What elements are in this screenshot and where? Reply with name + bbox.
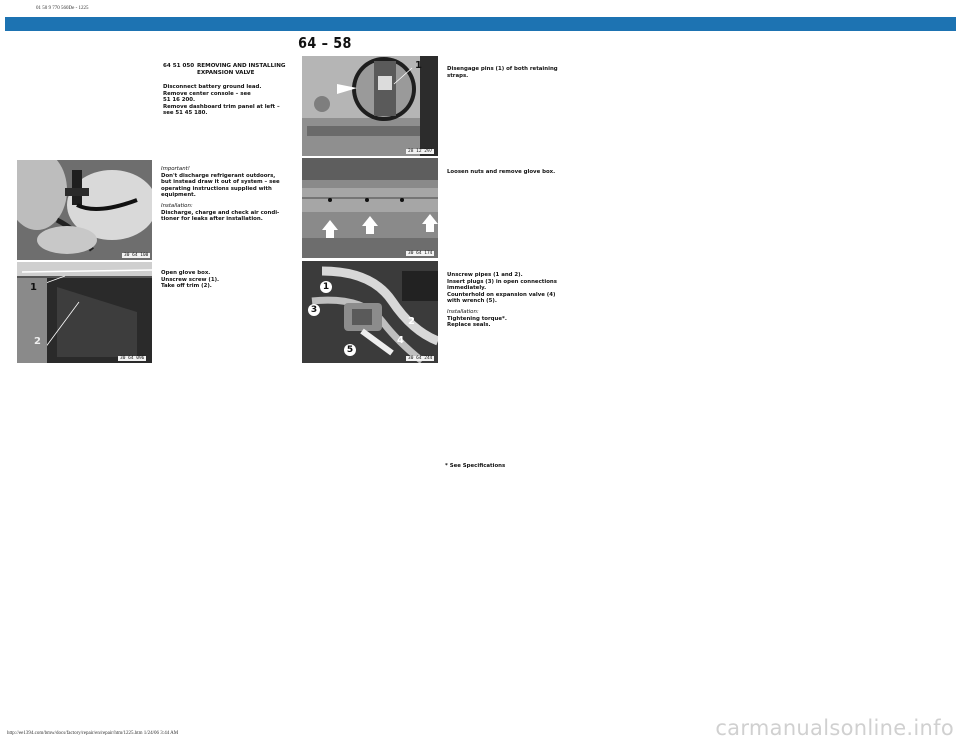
section-title-1: REMOVING AND INSTALLING: [197, 63, 286, 69]
installation-line: Tightening torque*.: [447, 315, 507, 322]
intro-line: see 51 45 180.: [163, 110, 208, 117]
step-line: Unscrew pipes (1 and 2).: [447, 272, 523, 278]
step-line: Loosen nuts and remove glove box.: [447, 169, 556, 175]
step-line: Counterhold on expansion valve (4): [447, 291, 556, 298]
installation-label: Installation:: [447, 308, 479, 315]
intro-line: Remove center console – see: [163, 90, 251, 97]
intro-instructions: [163, 84, 303, 117]
installation-line: Discharge, charge and check air condi-: [161, 209, 280, 216]
figure-number: 30 64 100: [124, 253, 149, 258]
callout-1: 1: [30, 282, 37, 293]
callout-3: 3: [308, 304, 320, 316]
step-line: with wrench (5).: [447, 298, 497, 305]
step-line: Unscrew screw (1).: [161, 276, 220, 283]
callout-1: 1: [415, 60, 422, 71]
footer-url: http://ee1394.com/bmw/docs/factory/repair/en/repair/htm/1225.htm 1/24/06 3:44 AM: [7, 731, 179, 736]
step-line: Disengage pins (1) of both retaining: [447, 66, 558, 72]
intro-line: Remove dashboard trim panel at left –: [163, 103, 280, 110]
step-line: Open glove box.: [161, 270, 211, 276]
callout-5: 5: [344, 344, 356, 356]
callout-1: 1: [320, 281, 332, 293]
section-code: 64 51 050: [163, 63, 195, 69]
step-glovebox-text: [161, 270, 301, 290]
photo-expansion-valve: [302, 261, 438, 363]
photo-glovebox-nuts: [302, 158, 438, 258]
section-title-2: EXPANSION VALVE: [197, 70, 255, 76]
photo-retaining-straps: [302, 56, 438, 156]
important-line: operating instructions supplied with: [161, 185, 272, 192]
installation-label: Installation:: [161, 202, 193, 209]
callout-4: 4: [397, 335, 404, 346]
important-label: Important!: [161, 166, 190, 172]
step-line: straps.: [447, 72, 469, 79]
header-banner: [5, 17, 956, 31]
callout-2: 2: [408, 316, 415, 327]
intro-line: Disconnect battery ground lead.: [163, 84, 262, 90]
photo-refrigerant-recovery: [17, 160, 152, 260]
callout-2: 2: [34, 336, 41, 347]
figure-number: 30 64 096: [120, 356, 145, 361]
document-reference: 01 50 9 770 560De - 1225: [36, 6, 89, 11]
important-line: equipment.: [161, 192, 196, 199]
step-loosen-text: [447, 169, 587, 176]
figure-number: 28 12 297: [408, 149, 433, 154]
footnote: * See Specifications: [445, 463, 506, 469]
installation-line: Replace seals.: [447, 322, 491, 329]
important-line: Don't discharge refrigerant outdoors,: [161, 172, 276, 179]
intro-line: 51 16 200.: [163, 97, 196, 104]
photo-glovebox-trim: [17, 262, 152, 363]
section-heading: [163, 63, 303, 77]
figure-number: 30 64 174: [408, 251, 433, 256]
step-pipes-text: [447, 272, 587, 329]
important-line: but instead draw it out of system – see: [161, 179, 280, 186]
step-line: Insert plugs (3) in open connections: [447, 278, 557, 285]
step-disengage-text: [447, 66, 587, 79]
important-note: [161, 166, 303, 223]
figure-number: 30 64 244: [408, 356, 433, 361]
page-number: 64 – 58: [298, 34, 352, 52]
step-line: Take off trim (2).: [161, 283, 212, 290]
watermark: carmanualsonline.info: [715, 716, 954, 740]
installation-line: tioner for leaks after installation.: [161, 216, 263, 223]
step-line: immediately.: [447, 285, 487, 292]
